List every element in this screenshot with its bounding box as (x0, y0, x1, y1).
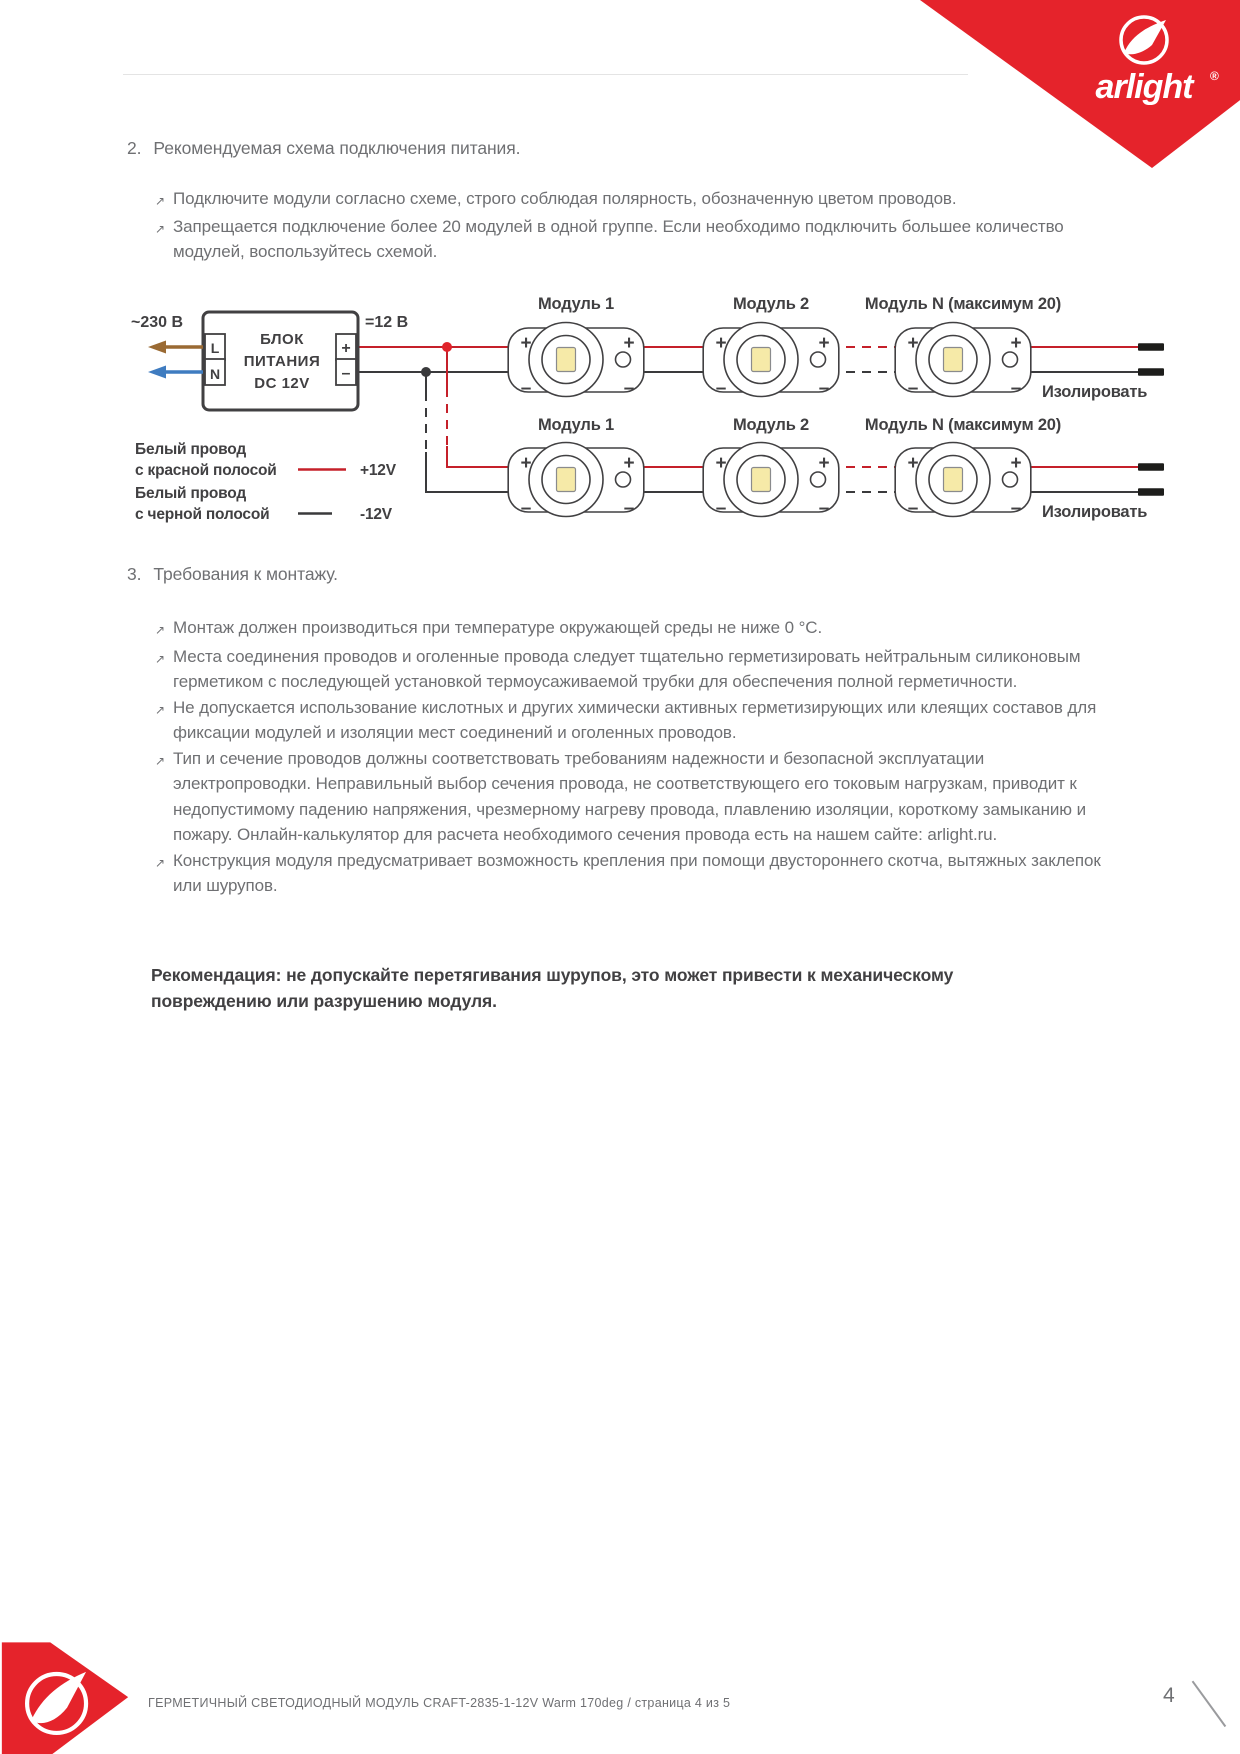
list-item (155, 746, 1120, 848)
power-supply-block (131, 312, 408, 410)
section3-number: 3. (127, 564, 142, 584)
module-label: Модуль 1 (537, 295, 615, 313)
list-item-text: Конструкция модуля предусматривает возможность крепления при помощи двустороннего скотча, вытяжных заклепок или шурупов. (173, 850, 1101, 895)
recommendation-note: Рекомендация: не допускайте перетягивания шурупов, это может привести к механическому повреждению или разрушению модуля. (151, 965, 954, 1011)
terminal-n-label: N (209, 366, 221, 382)
list-item-text: Места соединения проводов и оголенные провода следует тщательно герметизировать нейтральным силиконовым герметиком с последующей установкой термоусаживаемой трубки для обеспечения полной герметичности. (173, 646, 1081, 691)
section2-heading (127, 138, 520, 159)
bullet-arrow-icon: ↗ (155, 753, 165, 768)
terminal-l-label: L (210, 340, 220, 356)
junction-dot-positive (442, 342, 452, 352)
isolate-label: Изолировать (1042, 383, 1148, 401)
led-module (508, 323, 644, 400)
top-divider (123, 74, 968, 75)
arrow-left-icon (148, 341, 166, 354)
footer-text: ГЕРМЕТИЧНЫЙ СВЕТОДИОДНЫЙ МОДУЛЬ CRAFT-2835-1-12V Warm 170deg / страница 4 из 5 (148, 1696, 731, 1710)
section2-number: 2. (127, 138, 142, 158)
insulated-cap (1138, 463, 1164, 471)
section3-title: Требования к монтажу. (153, 564, 338, 584)
section2-bullets (155, 186, 1120, 264)
bullet-arrow-icon: ↗ (155, 623, 165, 637)
junction-dot-negative (421, 367, 431, 377)
bullet-arrow-icon: ↗ (155, 194, 165, 208)
list-item (155, 644, 1120, 695)
list-item-text: Подключите модули согласно схеме, строго соблюдая полярность, обозначенную цветом проводов. (173, 189, 957, 208)
led-module (895, 323, 1031, 400)
page-number-divider (1192, 1681, 1226, 1727)
module-label: Модуль 2 (732, 416, 810, 434)
insulated-cap (1138, 343, 1164, 351)
list-item (155, 848, 1120, 899)
module-label: Модуль N (максимум 20) (864, 416, 1062, 434)
led-module (508, 443, 644, 520)
list-item-text: Запрещается подключение более 20 модулей в одной группе. Если необходимо подключить большее количество модулей, воспользуйтесь схемой. (173, 217, 1064, 261)
led-module (703, 323, 839, 400)
bullet-arrow-icon: ↗ (155, 651, 165, 666)
list-item-text: Тип и сечение проводов должны соответствовать требованиям надежности и безопасной эксплуатации электропроводки. Неправильный выбор сечения провода, не соответствующего его токовым нагрузкам, приводит к недопустимому падению напряжения, чрезмерному нагреву провода, плавлению изоляции, короткому замыканию и пожару. Онлайн-калькулятор для расчета необходимого сечения провода есть на нашем сайте: arlight.ru. (173, 748, 1086, 844)
legend-black-value: -12V (360, 506, 392, 523)
legend-black-line1: Белый провод (135, 485, 247, 502)
legend-red-line2: с красной полосой (135, 462, 277, 479)
arlight-logo-text: arlight (1095, 68, 1193, 106)
module-label: Модуль 2 (732, 295, 810, 313)
list-item-text: Монтаж должен производиться при температуре окружающей среды не ниже 0 °C. (173, 618, 823, 637)
module-label: Модуль N (максимум 20) (864, 295, 1062, 313)
led-module (895, 443, 1031, 520)
bullet-arrow-icon: ↗ (155, 702, 165, 717)
list-item (155, 186, 1120, 214)
section2-title: Рекомендуемая схема подключения питания. (153, 138, 521, 158)
isolate-label: Изолировать (1042, 503, 1148, 521)
list-item (155, 615, 1120, 644)
list-item-text: Не допускается использование кислотных и других химически активных герметизирующих или клеящих составов для фиксации модулей и изоляции мест соединений и оголенных проводов. (173, 697, 1097, 742)
brand-corner (880, 0, 1240, 175)
legend-red-line1: Белый провод (135, 441, 247, 458)
footer-brand-corner (0, 1634, 130, 1754)
psu-label-line1: БЛОК (260, 331, 304, 348)
module-label: Модуль 1 (537, 416, 615, 434)
insulated-cap (1138, 368, 1164, 376)
wire-legend (135, 441, 397, 523)
legend-red-value: +12V (360, 462, 396, 479)
psu-label-line2: ПИТАНИЯ (243, 353, 321, 370)
registered-mark: ® (1210, 69, 1219, 83)
ac-voltage-label: ~230 В (131, 314, 184, 331)
dc-voltage-label: =12 В (365, 314, 409, 331)
insulated-cap (1138, 488, 1164, 496)
list-item (155, 695, 1120, 746)
bullet-arrow-icon: ↗ (155, 222, 165, 236)
terminal-plus-label: + (341, 340, 351, 357)
page-number: 4 (1163, 1684, 1175, 1707)
arrow-left-icon (148, 366, 166, 379)
legend-black-line2: с черной полосой (135, 506, 270, 523)
terminal-minus-label: – (341, 365, 351, 382)
list-item (155, 214, 1120, 264)
psu-label-line3: DC 12V (254, 375, 310, 392)
bullet-arrow-icon: ↗ (155, 855, 165, 870)
wiring-diagram (120, 293, 1180, 533)
section3-heading (127, 564, 338, 585)
led-module (703, 443, 839, 520)
section3-bullets (155, 615, 1120, 899)
